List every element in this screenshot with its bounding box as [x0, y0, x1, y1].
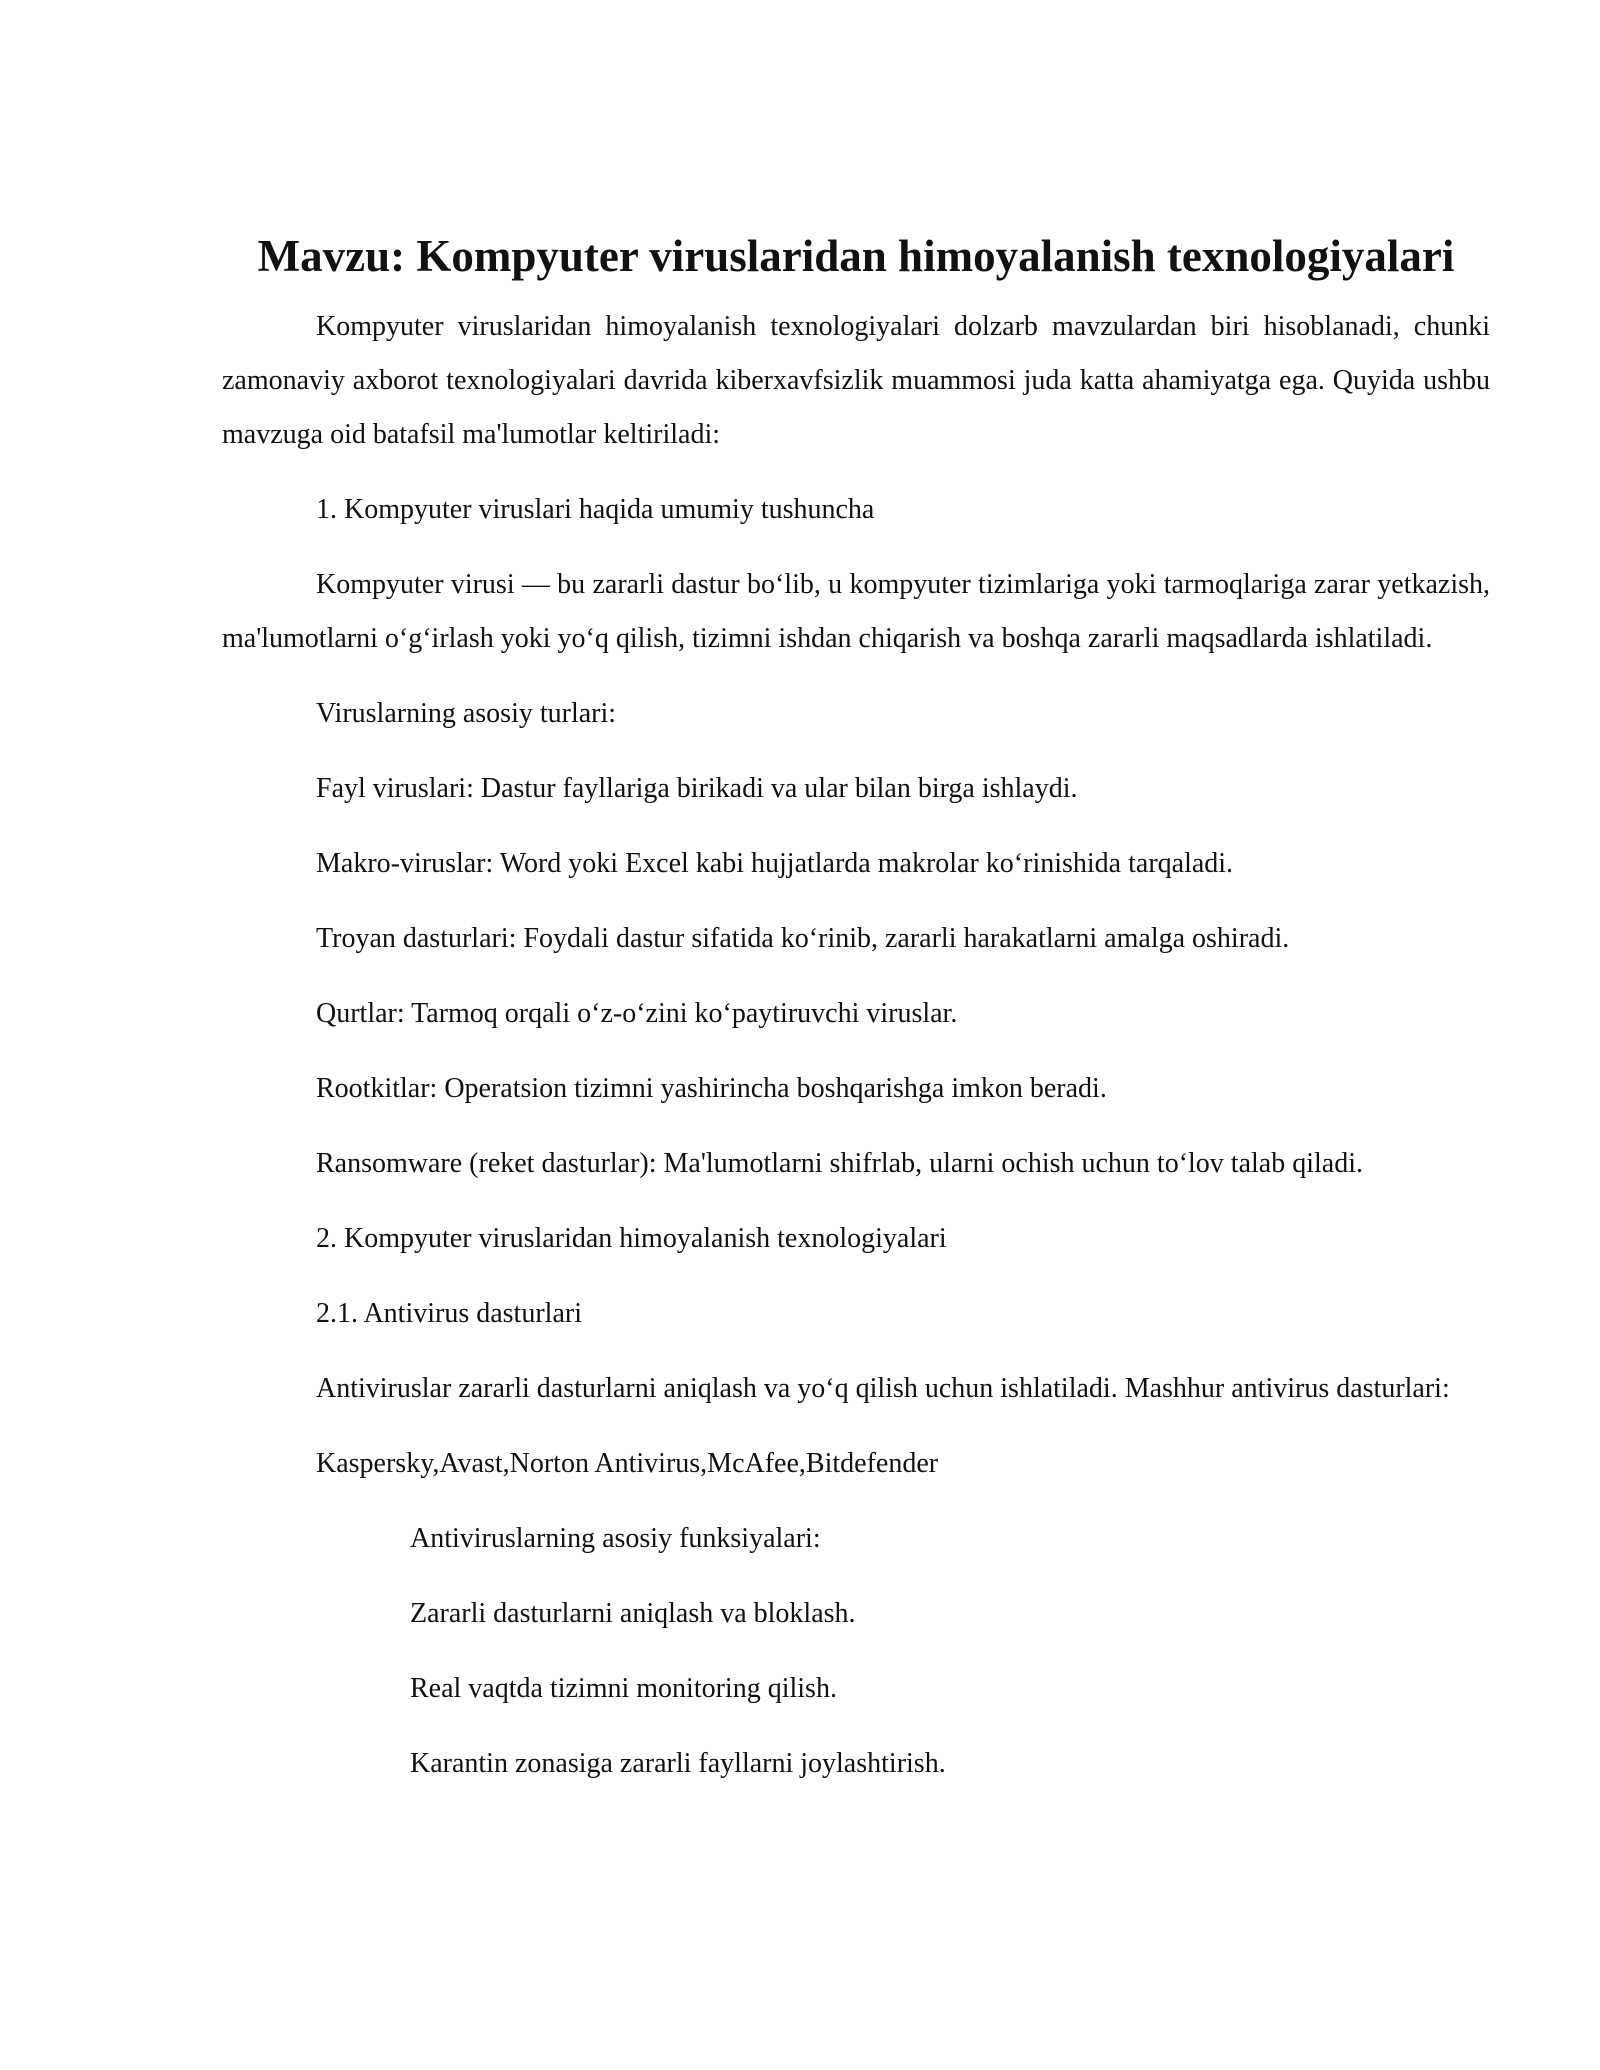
section-1-paragraph: Kompyuter virusi — bu zararli dastur bo‘lib, u kompyuter tizimlariga yoki tarmoqlariga zarar yetkazish, ma'lumotlarni o‘g‘irlash yoki yo‘q qilish, tizimni ishdan chiqarish va boshqa zararli maqsadlarda ishlatiladi.: [222, 569, 1490, 654]
document-title: Mavzu: Kompyuter viruslaridan himoyalanish texnologiyalari: [257, 231, 1455, 281]
virus-types-heading: Viruslarning asosiy turlari:: [316, 698, 617, 729]
virus-type-item: Troyan dasturlari: Foydali dastur sifatida ko‘rinib, zararli harakatlarni amalga oshiradi.: [316, 923, 1290, 954]
virus-type-item: Qurtlar: Tarmoq orqali o‘z-o‘zini ko‘paytiruvchi viruslar.: [316, 998, 958, 1029]
section-1-heading: 1. Kompyuter viruslari haqida umumiy tushuncha: [316, 494, 875, 525]
function-item: Karantin zonasiga zararli fayllarni joylashtirish.: [410, 1748, 946, 1779]
virus-type-item: Ransomware (reket dasturlar): Ma'lumotlarni shifrlab, ularni ochish uchun to‘lov talab qiladi.: [316, 1148, 1363, 1179]
function-item: Real vaqtda tizimni monitoring qilish.: [410, 1673, 837, 1704]
antivirus-list: Kaspersky,Avast,Norton Antivirus,McAfee,Bitdefender: [316, 1448, 939, 1479]
document-page: [222, 226, 1490, 1812]
functions-heading: Antiviruslarning asosiy funksiyalari:: [410, 1523, 821, 1554]
virus-type-item: Rootkitlar: Operatsion tizimni yashirincha boshqarishga imkon beradi.: [316, 1073, 1107, 1104]
intro-paragraph: Kompyuter viruslaridan himoyalanish texnologiyalari dolzarb mavzulardan biri hisoblanadi, chunki zamonaviy axborot texnologiyalari davrida kiberxavfsizlik muammosi juda katta ahamiyatga ega. Quyida ushbu mavzuga oid batafsil ma'lumotlar keltiriladi:: [222, 311, 1490, 450]
virus-type-item: Makro-viruslar: Word yoki Excel kabi hujjatlarda makrolar ko‘rinishida tarqaladi.: [316, 848, 1234, 879]
section-2-1-heading: 2.1. Antivirus dasturlari: [316, 1298, 582, 1329]
function-item: Zararli dasturlarni aniqlash va bloklash.: [410, 1598, 856, 1629]
virus-type-item: Fayl viruslari: Dastur fayllariga birikadi va ular bilan birga ishlaydi.: [316, 773, 1078, 804]
section-2-heading: 2. Kompyuter viruslaridan himoyalanish texnologiyalari: [316, 1223, 947, 1254]
antivirus-paragraph: Antiviruslar zararli dasturlarni aniqlash va yo‘q qilish uchun ishlatiladi. Mashhur antivirus dasturlari:: [316, 1373, 1450, 1404]
